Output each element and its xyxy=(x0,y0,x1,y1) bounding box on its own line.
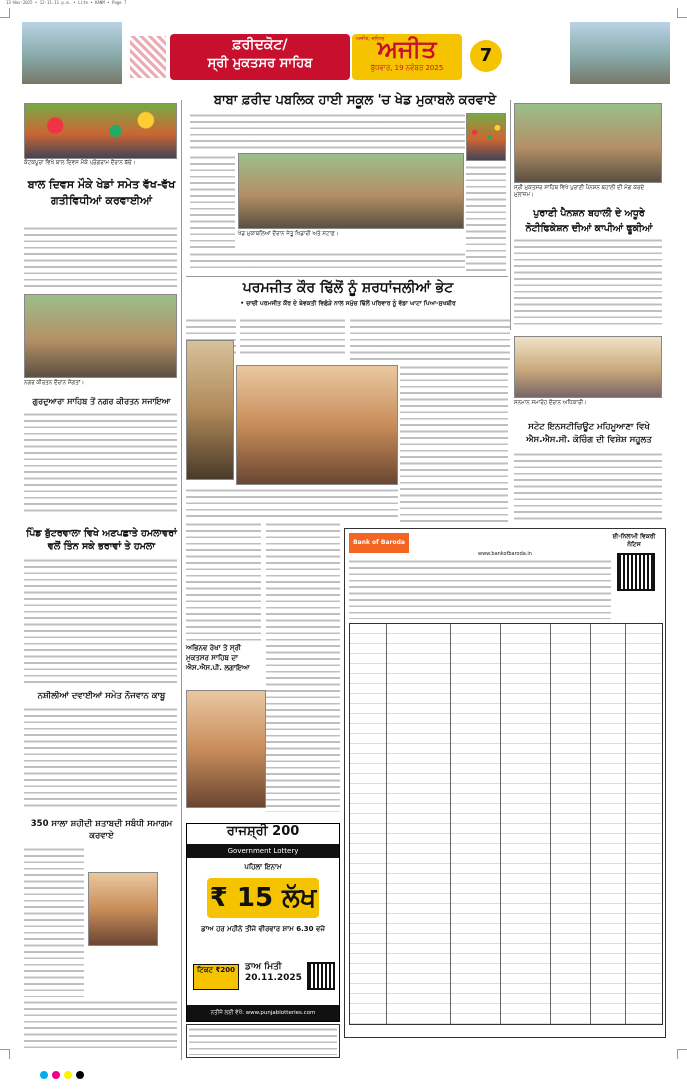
lottery-amount: ₹ 15 ਲੱਖ xyxy=(207,878,319,918)
sports-body-top xyxy=(190,113,465,153)
classified-ad xyxy=(186,1024,340,1058)
table-col xyxy=(450,624,451,1024)
crop-mark xyxy=(0,1049,10,1059)
sports-body-bottom xyxy=(190,252,465,272)
sports-caption: ਖੇਡ ਮੁਕਾਬਲਿਆਂ ਦੌਰਾਨ ਜੇਤੂ ਖਿਡਾਰੀ ਅਤੇ ਸਟਾਫ਼। xyxy=(238,231,339,237)
registration-mark xyxy=(52,1071,60,1079)
left-body-3 xyxy=(24,558,177,686)
left-caption-2: ਨਗਰ ਕੀਰਤਨ ਦੌਰਾਨ ਸੰਗਤਾਂ। xyxy=(24,380,85,386)
right-body-1 xyxy=(514,238,662,326)
mid-body-2 xyxy=(266,522,340,812)
table-col xyxy=(386,624,387,1024)
registration-mark xyxy=(76,1071,84,1079)
left-headline-4: ਨਸ਼ੀਲੀਆਂ ਦਵਾਈਆਂ ਸਮੇਤ ਨੌਜਵਾਨ ਕਾਬੂ xyxy=(37,691,166,701)
crop-mark xyxy=(677,8,687,18)
right-photo-1 xyxy=(514,103,662,183)
right-caption-1: ਸ੍ਰੀ ਮੁਕਤਸਰ ਸਾਹਿਬ ਵਿਖੇ ਪੁਰਾਣੀ ਪੈਨਸ਼ਨ ਬਹਾਲੀ ਦੀ ਮੰਗ ਕਰਦੇ ਮੁਲਾਜ਼ਮ। xyxy=(514,185,645,198)
sports-body-left xyxy=(190,155,235,250)
left-body-5 xyxy=(24,847,84,997)
section-line1: ਫ਼ਰੀਦਕੋਟ/ xyxy=(232,37,288,53)
mid-headline: ਅਭਿਨਵ ਰੇਖਾ ਤੇ ਸ੍ਰੀ ਮੁਕਤਸਰ ਸਾਹਿਬ ਦਾ ਐਸ.ਐਸ.ਪੀ. ਲਗਾਇਆ xyxy=(186,644,250,672)
column-rule xyxy=(510,100,511,330)
registration-mark xyxy=(40,1071,48,1079)
main-photo-1 xyxy=(186,340,234,480)
left-photo-1 xyxy=(24,103,177,159)
lottery-footer: ਨਤੀਜੇ ਲਈ ਵੇਖੋ: www.punjablotteries.com xyxy=(187,1005,339,1021)
top-headline: ਬਾਬਾ ਫ਼ਰੀਦ ਪਬਲਿਕ ਹਾਈ ਸਕੂਲ 'ਚ ਖੇਡ ਮੁਕਾਬਲੇ ਕਰਵਾਏ xyxy=(213,93,497,108)
main-subhead: • ਚਾਚੀ ਪਰਮਜੀਤ ਕੌਰ ਦੇ ਬੇਵਕਤੀ ਵਿਛੋੜੇ ਨਾਲ ਸਮੁੱਚ ਢਿੱਲੋਂ ਪਰਿਵਾਰ ਨੂੰ ਵੱਡਾ ਘਾਟਾ ਪਿਆ-ਸੁਖਬੀਰ xyxy=(240,300,456,307)
column-rule xyxy=(181,100,182,1060)
sports-photo xyxy=(238,153,464,229)
print-strip xyxy=(0,1063,687,1089)
bank-website: www.bankofbaroda.in xyxy=(478,551,532,557)
left-headline-3: ਪਿੰਡ ਬੁੱਟਰਵਾਲਾ ਵਿਖੇ ਅਣਪਛਾਤੇ ਹਮਲਾਵਰਾਂ ਵਲੋਂ ਤਿੰਨ ਸਕੇ ਭਰਾਵਾਂ ਤੇ ਹਮਲਾ xyxy=(26,528,177,552)
section-rule xyxy=(186,276,508,277)
bank-logo xyxy=(349,533,409,553)
bank-notice-title: ਈ-ਨਿਲਾਮੀ ਵਿਕਰੀ ਨੋਟਿਸ xyxy=(612,533,656,548)
right-photo-2 xyxy=(514,336,662,398)
lottery-qr xyxy=(307,962,335,990)
bank-property-table xyxy=(349,623,663,1025)
right-caption-2: ਸਨਮਾਨ ਸਮਾਰੋਹ ਦੌਰਾਨ ਅਧਿਕਾਰੀ। xyxy=(514,400,587,406)
brand-block xyxy=(352,34,462,80)
lottery-draw xyxy=(245,962,302,984)
table-col xyxy=(500,624,501,1024)
print-slug: 13-Nov-2025 • 12-11-11 p.m. • Lite • KANM • Page 7 xyxy=(6,0,127,5)
registration-mark xyxy=(64,1071,72,1079)
left-headline-1: ਬਾਲ ਦਿਵਸ ਮੌਕੇ ਖੇਡਾਂ ਸਮੇਤ ਵੱਖ-ਵੱਖ ਗਤੀਵਿਧੀਆਂ ਕਰਵਾਈਆਂ xyxy=(27,178,176,207)
lottery-prize-label: ਪਹਿਲਾ ਇਨਾਮ xyxy=(244,863,282,871)
classified-text xyxy=(189,1027,337,1055)
left-photo-2 xyxy=(24,294,177,378)
bank-qr xyxy=(617,553,655,591)
main-body-2 xyxy=(240,318,345,358)
lottery-subtitle: Government Lottery xyxy=(187,844,339,858)
masthead-photo-right xyxy=(570,22,670,84)
left-portrait xyxy=(88,872,158,946)
page-number: 7 xyxy=(470,40,502,72)
table-col xyxy=(625,624,626,1024)
right-headline-2: ਸਟੇਟ ਇਨਸਟੀਚਿਊਟ ਮਹਿਮੂਆਣਾ ਵਿਖੇ ਐਸ.ਐਸ.ਸੀ. ਕੋਚਿੰਗ ਦੀ ਵਿਸ਼ੇਸ਼ ਸਹੂਲਤ xyxy=(526,422,652,445)
main-photo-2 xyxy=(236,365,398,485)
mid-body-1 xyxy=(186,522,261,642)
lottery-ad xyxy=(186,823,340,1022)
bank-name: Bank of Baroda xyxy=(353,539,405,546)
lottery-draw-date: 20.11.2025 xyxy=(245,973,302,983)
left-caption-1: ਕੋਟਕਪੂਰਾ ਵਿਖੇ ਬਾਲ ਦਿਵਸ ਮੌਕੇ ਪ੍ਰੋਗਰਾਮ ਦੌਰਾਨ ਬੱਚੇ। xyxy=(24,160,136,166)
table-col xyxy=(550,624,551,1024)
lottery-ticket-price: ਟਿਕਟ ₹200 xyxy=(193,964,239,990)
sports-body-right xyxy=(466,165,506,273)
lottery-draw-label: ਡਾਅ ਮਿਤੀ xyxy=(245,962,282,972)
left-headline-2: ਗੁਰਦੁਆਰਾ ਸਾਹਿਬ ਤੋਂ ਨਗਰ ਕੀਰਤਨ ਸਜਾਇਆ xyxy=(32,397,171,406)
section-banner xyxy=(170,34,350,80)
main-body-3 xyxy=(350,318,510,363)
masthead-pattern xyxy=(130,36,166,78)
bank-ad xyxy=(344,528,666,1038)
lottery-note: ਡਾਅ ਹਰ ਮਹੀਨੇ ਤੀਜੇ ਵੀਰਵਾਰ ਸ਼ਾਮ 6.30 ਵਜੇ xyxy=(201,925,325,933)
table-col xyxy=(590,624,591,1024)
lottery-brand: ਰਾਜਸ਼੍ਰੀ 200 xyxy=(187,824,339,844)
right-body-2 xyxy=(514,452,662,524)
masthead-photo-left xyxy=(22,22,122,84)
masthead xyxy=(130,28,510,86)
left-body-1 xyxy=(24,226,177,288)
crop-mark xyxy=(677,1049,687,1059)
crop-mark xyxy=(0,8,10,18)
section-line2: ਸ੍ਰੀ ਮੁਕਤਸਰ ਸਾਹਿਬ xyxy=(207,56,313,71)
brand-small: ਅਜੀਤ, ਜਲੰਧਰ xyxy=(356,36,385,42)
left-body-2 xyxy=(24,412,177,516)
left-body-4 xyxy=(24,707,177,811)
issue-date: ਬੁੱਧਵਾਰ, 19 ਨਵੰਬਰ 2025 xyxy=(370,64,444,72)
main-headline: ਪਰਮਜੀਤ ਕੌਰ ਢਿੱਲੋਂ ਨੂੰ ਸ਼ਰਧਾਂਜਲੀਆਂ ਭੇਟ xyxy=(242,280,454,296)
left-body-5b xyxy=(24,1000,177,1050)
main-body-4 xyxy=(400,365,508,525)
left-headline-5: 350 ਸਾਲਾ ਸ਼ਹੀਦੀ ਸ਼ਤਾਬਦੀ ਸਬੰਧੀ ਸਮਾਗਮ ਕਰਵਾਏ xyxy=(30,819,173,841)
main-body-5 xyxy=(186,488,398,518)
bank-notice-text xyxy=(349,559,611,619)
mid-portrait xyxy=(186,690,266,808)
right-headline-1: ਪੁਰਾਣੀ ਪੈਨਸ਼ਨ ਬਹਾਲੀ ਦੇ ਅਧੂਰੇ ਨੋਟੀਫਿਕੇਸ਼ਨ ਦੀਆਂ ਕਾਪੀਆਂ ਫੂਕੀਆਂ xyxy=(525,208,653,234)
brand-logo: ਅਜੀਤ xyxy=(377,35,437,63)
sports-photo-small xyxy=(466,113,506,161)
